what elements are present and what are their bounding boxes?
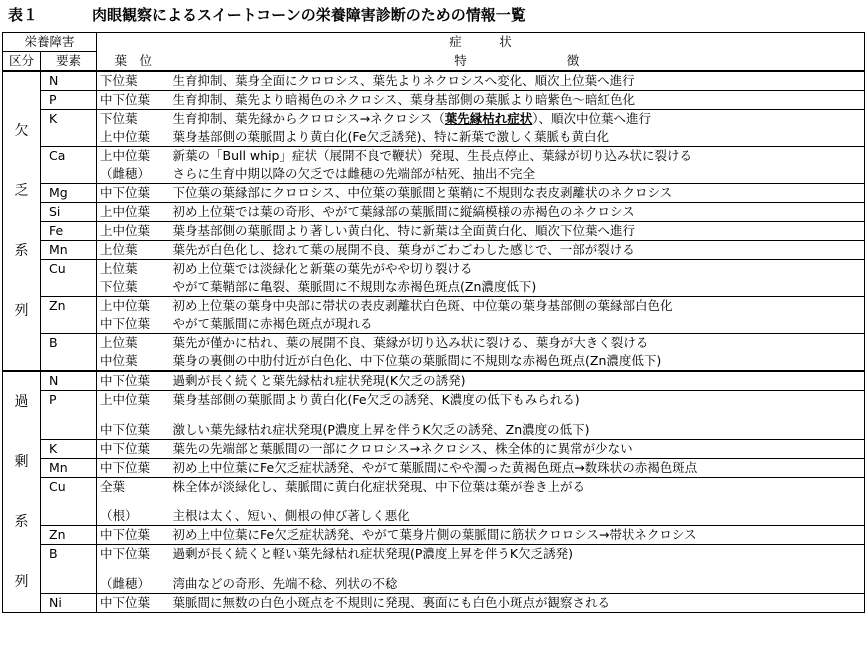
table-row bbox=[3, 439, 865, 458]
leaf-position: 上中位葉 bbox=[97, 128, 170, 147]
table-row bbox=[3, 222, 865, 241]
symptom-feature: 下位葉の葉縁部にクロロシス、中位葉の葉脈間と葉鞘に不規則な表皮剥離状のネクロシス bbox=[170, 184, 865, 203]
table-row bbox=[3, 315, 865, 334]
table-row bbox=[3, 594, 865, 613]
header-symptom: 症 状 bbox=[97, 33, 865, 52]
table-row bbox=[3, 526, 865, 545]
table-row bbox=[3, 421, 865, 440]
element-symbol: K bbox=[41, 110, 97, 147]
table-row bbox=[3, 260, 865, 279]
leaf-position: （根） bbox=[97, 507, 170, 526]
element-symbol: Ni bbox=[41, 594, 97, 613]
symptom-feature: 葉身基部側の葉脈間より黄白化(Fe欠乏の誘発、K濃度の低下もみられる) bbox=[170, 391, 865, 421]
element-symbol: Cu bbox=[41, 477, 97, 526]
table-row bbox=[3, 575, 865, 594]
table-title-text: 肉眼観察によるスイートコーンの栄養障害診断のための情報一覧 bbox=[92, 6, 526, 24]
element-symbol: Cu bbox=[41, 260, 97, 297]
element-symbol: Mg bbox=[41, 184, 97, 203]
symptom-feature: 湾曲などの奇形、先端不稔、列状の不稔 bbox=[170, 575, 865, 594]
category-char: 過 bbox=[14, 394, 29, 410]
category-char: 剰 bbox=[14, 454, 29, 470]
symptom-feature: 激しい葉先縁枯れ症状発現(P濃度上昇を伴うK欠乏の誘発、Zn濃度の低下) bbox=[170, 421, 865, 440]
leaf-position: 上中位葉 bbox=[97, 222, 170, 241]
deficiency-category-label bbox=[3, 71, 41, 371]
nutrition-disorder-table bbox=[2, 32, 865, 613]
table-row bbox=[3, 507, 865, 526]
symptom-feature: 初め上中位葉にFe欠乏症状誘発、やがて葉身片側の葉脈間に筋状クロロシス→帯状ネクロシス bbox=[170, 526, 865, 545]
leaf-position: 中下位葉 bbox=[97, 184, 170, 203]
leaf-position: 中位葉 bbox=[97, 352, 170, 371]
table-number: 表１ bbox=[8, 6, 39, 24]
leaf-position: （雌穂） bbox=[97, 165, 170, 184]
leaf-position: 中下位葉 bbox=[97, 458, 170, 477]
category-char: 乏 bbox=[14, 183, 29, 199]
leaf-position: 上位葉 bbox=[100, 261, 138, 276]
element-symbol: Mn bbox=[41, 241, 97, 260]
table-row bbox=[3, 165, 865, 184]
excess-category-label bbox=[3, 371, 41, 613]
category-char: 列 bbox=[14, 574, 29, 590]
symptom-feature: 株全体が淡緑化し、葉脈間に黄白化症状発現、中下位葉は葉が巻き上がる bbox=[170, 477, 865, 507]
element-symbol: Zn bbox=[41, 297, 97, 334]
leaf-position: 上中位葉 bbox=[100, 298, 151, 313]
header-row-2 bbox=[3, 52, 865, 72]
symptom-feature bbox=[170, 110, 865, 129]
leaf-position: 中下位葉 bbox=[97, 371, 170, 391]
element-symbol: B bbox=[41, 334, 97, 372]
symptom-feature: 新葉の「Bull whip」症状（展開不良で鞭状）発現、生長点停止、葉縁が切り込み状に裂ける bbox=[170, 147, 865, 166]
symptom-feature: 過剰が長く続くと軽い葉先縁枯れ症状発現(P濃度上昇を伴うK欠乏誘発) bbox=[170, 545, 865, 575]
feature-text: ）、順次中位葉へ進行 bbox=[532, 111, 652, 126]
element-symbol: Zn bbox=[41, 526, 97, 545]
leaf-position: 中下位葉 bbox=[97, 594, 170, 613]
category-char: 列 bbox=[14, 303, 29, 319]
symptom-feature: 初め上位葉では葉の奇形、やがて葉縁部の葉脈間に縦縞模様の赤褐色のネクロシス bbox=[170, 203, 865, 222]
leaf-position: 上位葉 bbox=[97, 241, 170, 260]
leaf-position: 上位葉 bbox=[100, 335, 138, 350]
table-row bbox=[3, 391, 865, 421]
symptom-feature: やがて葉鞘部に亀裂、葉脈間に不規則な赤褐色斑点(Zn濃度低下) bbox=[170, 278, 865, 297]
element-symbol: K bbox=[41, 439, 97, 458]
symptom-feature: さらに生育中期以降の欠乏では雌穂の先端部が枯死、抽出不完全 bbox=[170, 165, 865, 184]
symptom-feature: 生育抑制、葉身全面にクロロシス、葉先よりネクロシスへ変化、順次上位葉へ進行 bbox=[170, 71, 865, 91]
table-row bbox=[3, 545, 865, 575]
symptom-feature: 葉脈間に無数の白色小斑点を不規則に発現、裏面にも白色小斑点が観察される bbox=[170, 594, 865, 613]
table-row bbox=[3, 458, 865, 477]
symptom-feature: 葉先が僅かに枯れ、葉の展開不良、葉縁が切り込み状に裂ける、葉身が大きく裂ける bbox=[170, 334, 865, 353]
leaf-position: 下位葉 bbox=[100, 111, 138, 126]
table-row bbox=[3, 334, 865, 353]
excess-section bbox=[3, 371, 865, 613]
leaf-position: 下位葉 bbox=[97, 71, 170, 91]
element-symbol: N bbox=[41, 71, 97, 91]
table-row bbox=[3, 71, 865, 91]
element-symbol: Si bbox=[41, 203, 97, 222]
table-row bbox=[3, 477, 865, 507]
table-row bbox=[3, 278, 865, 297]
element-symbol: P bbox=[41, 91, 97, 110]
leaf-position: 上中位葉 bbox=[97, 203, 170, 222]
table-row bbox=[3, 203, 865, 222]
element-symbol: B bbox=[41, 545, 97, 594]
symptom-feature: 主根は太く、短い、側根の伸び著しく悪化 bbox=[170, 507, 865, 526]
category-char: 欠 bbox=[14, 123, 29, 139]
category-char: 系 bbox=[14, 243, 29, 259]
symptom-feature: 初め上位葉の葉身中央部に帯状の表皮剥離状白色斑、中位葉の葉身基部側の葉縁部白色化 bbox=[170, 297, 865, 316]
header-feature: 特 徴 bbox=[170, 52, 865, 72]
leaf-position: 中下位葉 bbox=[97, 526, 170, 545]
symptom-feature: 生育抑制、葉先より暗褐色のネクロシス、葉身基部側の葉脈より暗紫色～暗紅色化 bbox=[170, 91, 865, 110]
element-symbol: N bbox=[41, 371, 97, 391]
table-row bbox=[3, 371, 865, 391]
leaf-position: 全葉 bbox=[100, 478, 126, 494]
leaf-position: 中下位葉 bbox=[97, 91, 170, 110]
leaf-position: 上中位葉 bbox=[100, 392, 151, 407]
symptom-feature: 葉身基部側の葉脈間より黄白化(Fe欠乏誘発)、特に新葉で激しく葉脈も黄白化 bbox=[170, 128, 865, 147]
element-symbol: Fe bbox=[41, 222, 97, 241]
table-row bbox=[3, 147, 865, 166]
symptom-feature: やがて葉脈間に赤褐色斑点が現れる bbox=[170, 315, 865, 334]
symptom-feature: 葉身の裏側の中肋付近が白色化、中下位葉の葉脈間に不規則な赤褐色斑点(Zn濃度低下) bbox=[170, 352, 865, 371]
element-symbol: Mn bbox=[41, 458, 97, 477]
header-disorder: 栄養障害 bbox=[3, 33, 97, 52]
leaf-position: 中下位葉 bbox=[97, 315, 170, 334]
table-row bbox=[3, 91, 865, 110]
leaf-position: 中下位葉 bbox=[100, 546, 151, 562]
symptom-feature: 初め上位葉では淡緑化と新葉の葉先がやや切り裂ける bbox=[170, 260, 865, 279]
element-symbol: Ca bbox=[41, 147, 97, 184]
symptom-feature: 葉先が白色化し、捻れて葉の展開不良、葉身がごわごわした感じで、一部が裂ける bbox=[170, 241, 865, 260]
leaf-position: 中下位葉 bbox=[97, 439, 170, 458]
symptom-feature: 葉身基部側の葉脈間より著しい黄白化、特に新葉は全面黄白化、順次下位葉へ進行 bbox=[170, 222, 865, 241]
symptom-feature: 葉先の先端部と葉脈間の一部にクロロシス→ネクロシス、株全体的に異常が少ない bbox=[170, 439, 865, 458]
leaf-position: 中下位葉 bbox=[97, 421, 170, 440]
header-element: 要素 bbox=[41, 52, 97, 72]
table-row bbox=[3, 241, 865, 260]
leaf-position: 下位葉 bbox=[97, 278, 170, 297]
table-row bbox=[3, 352, 865, 371]
leaf-position: （雌穂） bbox=[97, 575, 170, 594]
header-row-1 bbox=[3, 33, 865, 52]
header-category: 区分 bbox=[3, 52, 41, 72]
element-symbol: P bbox=[41, 391, 97, 440]
leaf-position: 上中位葉 bbox=[100, 148, 151, 163]
feature-text: 生育抑制、葉先縁からクロロシス→ネクロシス（ bbox=[172, 111, 445, 126]
category-char: 系 bbox=[14, 514, 29, 530]
symptom-feature: 初め上中位葉にFe欠乏症状誘発、やがて葉脈間にやや濁った黄褐色斑点→数珠状の赤褐色斑点 bbox=[170, 458, 865, 477]
deficiency-section bbox=[3, 71, 865, 371]
table-title bbox=[8, 4, 526, 25]
feature-highlight: 葉先縁枯れ症状 bbox=[444, 111, 533, 126]
table-row bbox=[3, 297, 865, 316]
symptom-feature: 過剰が長く続くと葉先縁枯れ症状発現(K欠乏の誘発) bbox=[170, 371, 865, 391]
table-row bbox=[3, 184, 865, 203]
table-row bbox=[3, 128, 865, 147]
header-leaf-position: 葉 位 bbox=[97, 52, 170, 72]
table-row bbox=[3, 110, 865, 129]
